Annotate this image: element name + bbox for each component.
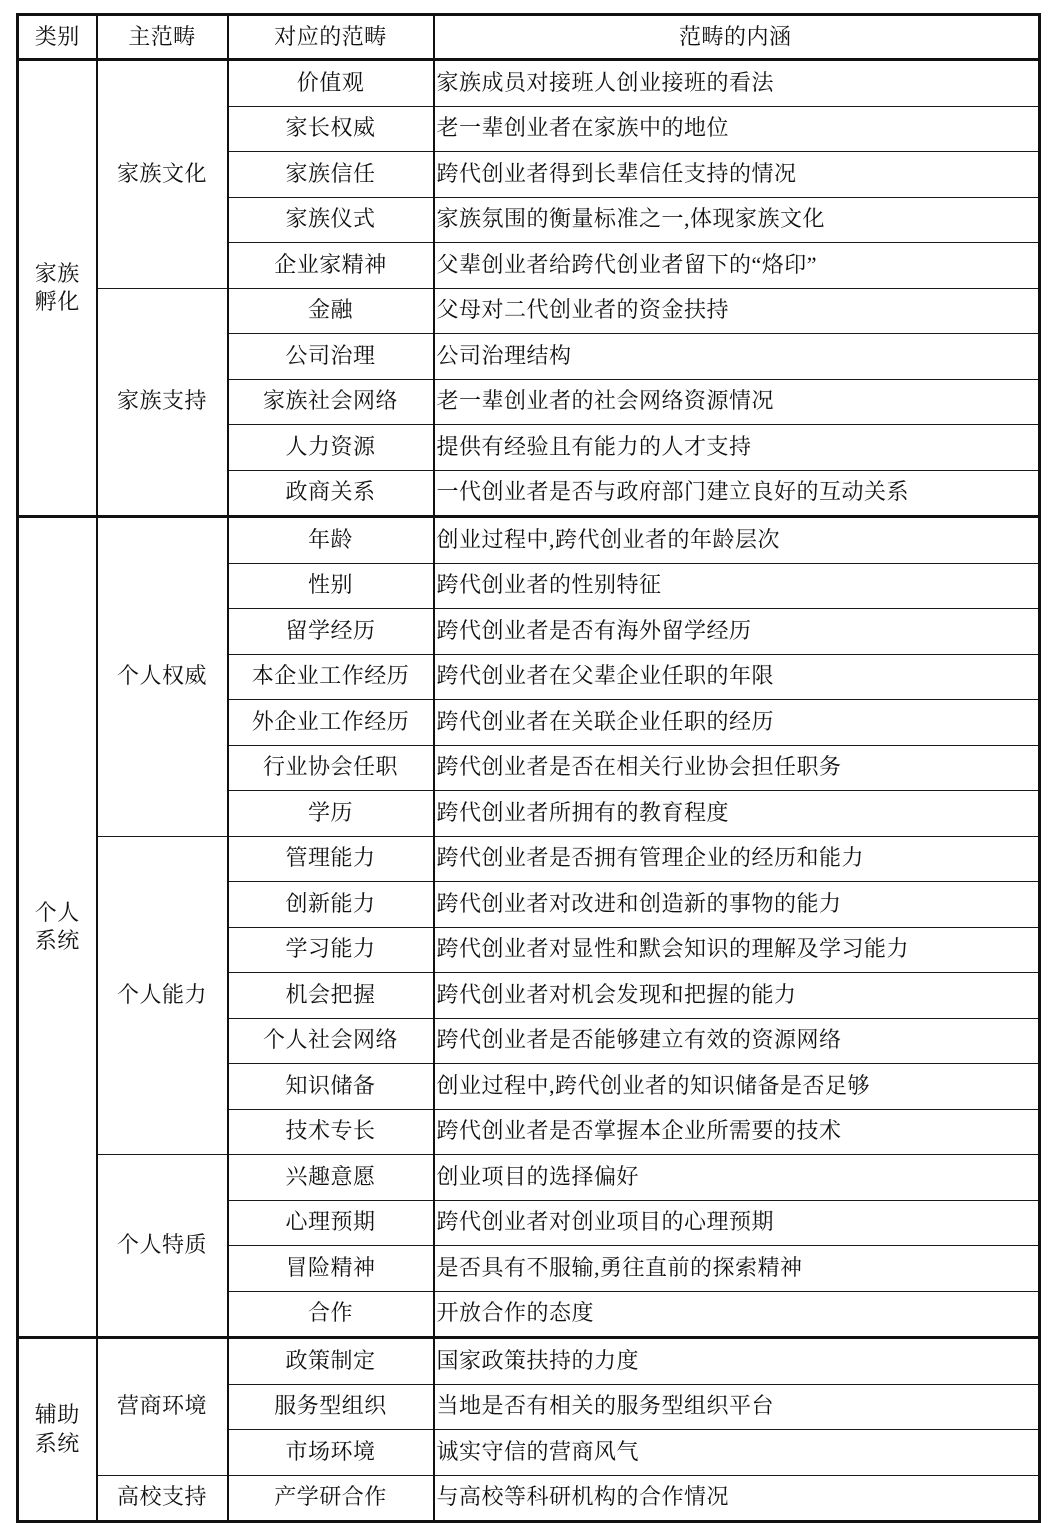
cell-sub-category: 家族仪式 xyxy=(228,197,434,243)
cell-sub-category: 人力资源 xyxy=(228,425,434,471)
cell-sub-category: 冒险精神 xyxy=(228,1246,434,1292)
cell-connotation: 老一辈创业者的社会网络资源情况 xyxy=(434,379,1040,425)
cell-category xyxy=(18,60,97,517)
cell-sub-category: 金融 xyxy=(228,288,434,334)
cell-connotation: 父辈创业者给跨代创业者留下的“烙印” xyxy=(434,243,1040,289)
header-cell-connotation: 范畴的内涵 xyxy=(434,15,1040,60)
cell-sub-category: 家族信任 xyxy=(228,152,434,198)
cell-connotation: 老一辈创业者在家族中的地位 xyxy=(434,106,1040,152)
cell-sub-category: 兴趣意愿 xyxy=(228,1155,434,1201)
cell-connotation: 跨代创业者是否拥有管理企业的经历和能力 xyxy=(434,836,1040,882)
table-row xyxy=(18,288,1040,334)
cell-sub-category: 公司治理 xyxy=(228,334,434,380)
cell-sub-category: 心理预期 xyxy=(228,1200,434,1246)
cell-connotation: 开放合作的态度 xyxy=(434,1291,1040,1338)
table-row xyxy=(18,60,1040,107)
cell-sub-category: 市场环境 xyxy=(228,1430,434,1476)
cell-connotation: 跨代创业者对改进和创造新的事物的能力 xyxy=(434,882,1040,928)
cell-main-category: 家族支持 xyxy=(97,288,228,517)
cell-sub-category: 机会把握 xyxy=(228,973,434,1019)
cell-main-category: 个人特质 xyxy=(97,1155,228,1338)
category-label-line: 孵化 xyxy=(34,289,80,314)
table-row xyxy=(18,517,1040,564)
cell-connotation: 当地是否有相关的服务型组织平台 xyxy=(434,1384,1040,1430)
cell-connotation: 诚实守信的营商风气 xyxy=(434,1430,1040,1476)
category-label-line: 个人 xyxy=(34,899,80,925)
cell-sub-category: 管理能力 xyxy=(228,836,434,882)
table-row xyxy=(18,1475,1040,1522)
cell-connotation: 跨代创业者对机会发现和把握的能力 xyxy=(434,973,1040,1019)
cell-sub-category: 合作 xyxy=(228,1291,434,1338)
cell-connotation: 一代创业者是否与政府部门建立良好的互动关系 xyxy=(434,470,1040,517)
cell-sub-category: 年龄 xyxy=(228,517,434,564)
cell-connotation: 跨代创业者是否有海外留学经历 xyxy=(434,609,1040,655)
header-cell-category: 类别 xyxy=(18,15,97,60)
cell-connotation: 家族成员对接班人创业接班的看法 xyxy=(434,60,1040,107)
header-cell-sub-category: 对应的范畴 xyxy=(228,15,434,60)
cell-connotation: 公司治理结构 xyxy=(434,334,1040,380)
header-cell-main-category: 主范畴 xyxy=(97,15,228,60)
cell-main-category: 高校支持 xyxy=(97,1475,228,1522)
cell-connotation: 跨代创业者在父辈企业任职的年限 xyxy=(434,654,1040,700)
cell-connotation: 创业过程中,跨代创业者的知识储备是否足够 xyxy=(434,1064,1040,1110)
cell-sub-category: 家长权威 xyxy=(228,106,434,152)
cell-sub-category: 行业协会任职 xyxy=(228,745,434,791)
table-row xyxy=(18,836,1040,882)
cell-sub-category: 外企业工作经历 xyxy=(228,700,434,746)
cell-connotation: 父母对二代创业者的资金扶持 xyxy=(434,288,1040,334)
cell-sub-category: 政策制定 xyxy=(228,1338,434,1385)
cell-connotation: 跨代创业者对显性和默会知识的理解及学习能力 xyxy=(434,927,1040,973)
cell-sub-category: 价值观 xyxy=(228,60,434,107)
cell-connotation: 提供有经验且有能力的人才支持 xyxy=(434,425,1040,471)
cell-sub-category: 留学经历 xyxy=(228,609,434,655)
cell-connotation: 跨代创业者得到长辈信任支持的情况 xyxy=(434,152,1040,198)
category-label-line: 系统 xyxy=(34,928,80,953)
table-body xyxy=(18,15,1040,1522)
cell-connotation: 与高校等科研机构的合作情况 xyxy=(434,1475,1040,1522)
cell-connotation: 跨代创业者是否能够建立有效的资源网络 xyxy=(434,1018,1040,1064)
category-table-container xyxy=(16,13,1038,1523)
cell-sub-category: 创新能力 xyxy=(228,882,434,928)
cell-sub-category: 学历 xyxy=(228,791,434,837)
cell-connotation: 跨代创业者是否掌握本企业所需要的技术 xyxy=(434,1109,1040,1155)
cell-sub-category: 学习能力 xyxy=(228,927,434,973)
cell-connotation: 跨代创业者所拥有的教育程度 xyxy=(434,791,1040,837)
cell-sub-category: 本企业工作经历 xyxy=(228,654,434,700)
cell-main-category: 个人权威 xyxy=(97,517,228,837)
cell-connotation: 家族氛围的衡量标准之一,体现家族文化 xyxy=(434,197,1040,243)
cell-sub-category: 个人社会网络 xyxy=(228,1018,434,1064)
cell-sub-category: 产学研合作 xyxy=(228,1475,434,1522)
cell-connotation: 是否具有不服输,勇往直前的探索精神 xyxy=(434,1246,1040,1292)
category-label-line: 辅助 xyxy=(34,1402,80,1428)
cell-sub-category: 技术专长 xyxy=(228,1109,434,1155)
cell-sub-category: 家族社会网络 xyxy=(228,379,434,425)
cell-sub-category: 企业家精神 xyxy=(228,243,434,289)
cell-sub-category: 性别 xyxy=(228,563,434,609)
cell-connotation: 跨代创业者的性别特征 xyxy=(434,563,1040,609)
table-header-row xyxy=(18,15,1040,60)
table-row xyxy=(18,1338,1040,1385)
category-table xyxy=(16,13,1041,1523)
cell-sub-category: 知识储备 xyxy=(228,1064,434,1110)
cell-connotation: 跨代创业者是否在相关行业协会担任职务 xyxy=(434,745,1040,791)
cell-main-category: 家族文化 xyxy=(97,60,228,289)
cell-connotation: 跨代创业者在关联企业任职的经历 xyxy=(434,700,1040,746)
cell-connotation: 创业项目的选择偏好 xyxy=(434,1155,1040,1201)
table-row xyxy=(18,1155,1040,1201)
cell-connotation: 国家政策扶持的力度 xyxy=(434,1338,1040,1385)
cell-connotation: 跨代创业者对创业项目的心理预期 xyxy=(434,1200,1040,1246)
cell-sub-category: 服务型组织 xyxy=(228,1384,434,1430)
cell-main-category: 个人能力 xyxy=(97,836,228,1155)
cell-category xyxy=(18,517,97,1338)
category-label-line: 家族 xyxy=(34,260,80,286)
category-label-line: 系统 xyxy=(34,1430,80,1456)
cell-sub-category: 政商关系 xyxy=(228,470,434,517)
cell-main-category: 营商环境 xyxy=(97,1338,228,1476)
cell-connotation: 创业过程中,跨代创业者的年龄层次 xyxy=(434,517,1040,564)
cell-category xyxy=(18,1338,97,1522)
